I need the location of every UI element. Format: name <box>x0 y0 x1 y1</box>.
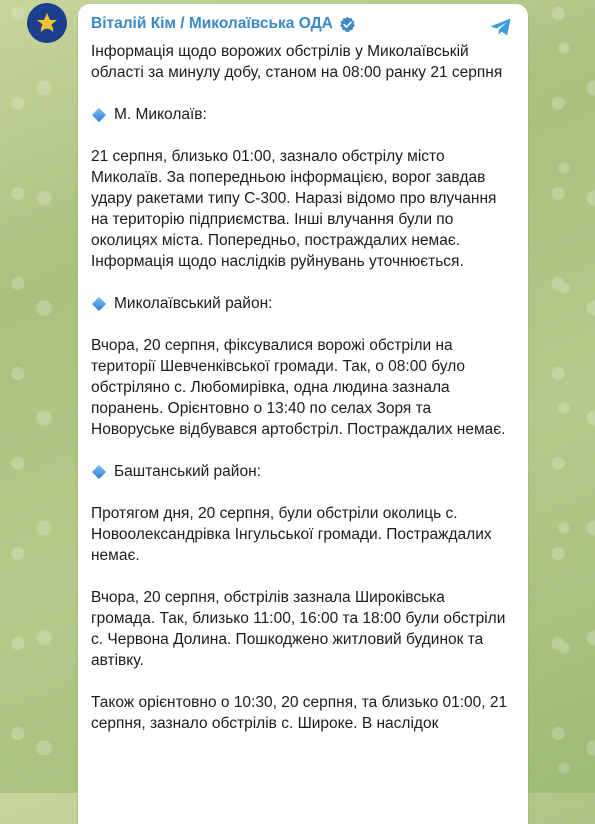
message-header <box>91 15 478 33</box>
telegram-share-icon[interactable] <box>488 14 514 40</box>
section-title: М. Миколаїв: <box>114 106 207 123</box>
section-header-bashtanka-district <box>91 461 511 482</box>
paragraph: Вчора, 20 серпня, фіксувалися ворожі обстріли на території Шевченківської громади. Так, о 08:00 було обстріляно с. Любомирівка, одна людина зазнала поранень. Орієнтовно о 13:40 по селах Зоря та Новоруське відбувався артобстріл. Постраждалих немає. <box>91 337 506 438</box>
paragraph: Вчора, 20 серпня, обстрілів зазнала Широківська громада. Так, близько 11:00, 16:00 та 18:00 були обстріли с. Червона Долина. Пошкоджено житловий будинок та автівку. <box>91 589 510 669</box>
section-header-mykolaiv <box>91 104 511 125</box>
emblem-icon <box>32 8 62 38</box>
channel-avatar[interactable] <box>27 3 67 43</box>
section-header-mykolaiv-district <box>91 293 511 314</box>
blue-diamond-icon <box>92 107 106 121</box>
section-title: Баштанський район: <box>114 463 261 480</box>
message-text <box>91 41 511 755</box>
blue-diamond-icon <box>92 464 106 478</box>
paragraph: Також орієнтовно о 10:30, 20 серпня, та близько 01:00, 21 серпня, зазнало обстрілів с. Широке. В наслідок <box>91 694 512 732</box>
blue-diamond-icon <box>92 296 106 310</box>
section-title: Миколаївський район: <box>114 295 273 312</box>
paragraph: Протягом дня, 20 серпня, були обстріли околиць с. Новоолександрівка Інгульської громади. Постраждалих немає. <box>91 505 496 564</box>
sender-name[interactable]: Віталій Кім / Миколаївська ОДА <box>91 15 333 32</box>
verified-badge-icon <box>339 16 356 33</box>
intro-text: Інформація щодо ворожих обстрілів у Миколаївській області за минулу добу, станом на 08:00 ранку 21 серпня <box>91 43 503 81</box>
message-bubble <box>78 4 528 824</box>
paragraph: 21 серпня, близько 01:00, зазнало обстрілу місто Миколаїв. За попередньою інформацією, ворог завдав удару ракетами типу С-300. Наразі відомо про влучання на територію підприємства. Інші влучання були по околицях міста. Попередньо, постраждалих немає. Інформація щодо наслідків руйнувань уточнюється. <box>91 148 501 270</box>
